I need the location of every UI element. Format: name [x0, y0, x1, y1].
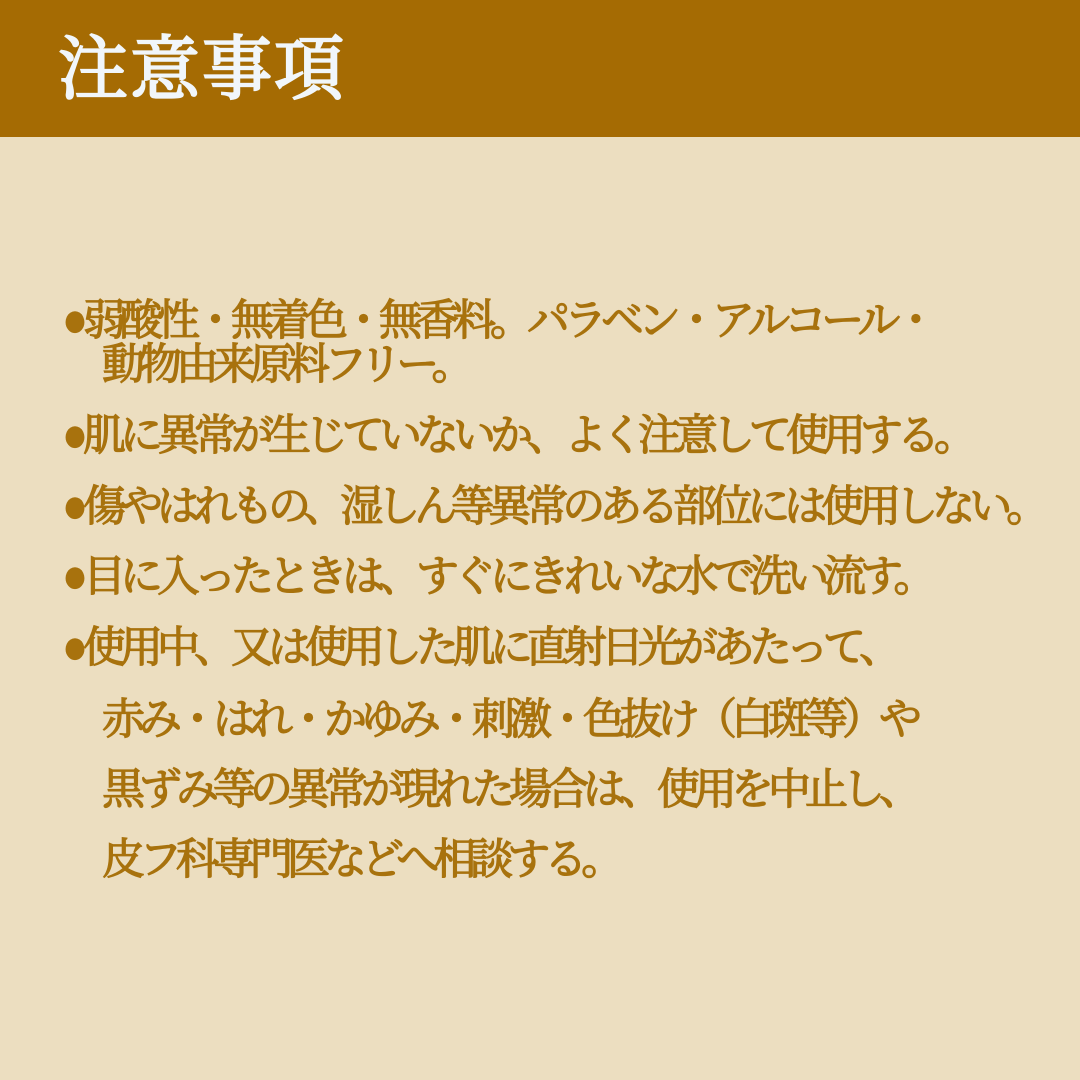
bullet-icon: ●: [61, 477, 83, 535]
notice-line-text: 傷やはれもの、湿しん等異常のある部位には使用しない。: [82, 483, 1044, 531]
header-band: [0, 0, 1080, 137]
notice-line: [102, 835, 618, 885]
bullet-icon: ●: [61, 547, 83, 605]
notice-line-text: 黒ずみ等の異常が現れた場合は、使用を中止し、: [102, 766, 916, 814]
notice-line-text: 動物由来原料フリー。: [102, 341, 469, 389]
notice-line: [102, 340, 469, 390]
notice-body: [0, 137, 1080, 1080]
notice-line-text: 目に入ったときは、すぐにきれいな水で洗い流す。: [82, 553, 931, 601]
notice-line: [61, 291, 932, 349]
notice-line: [102, 765, 916, 815]
bullet-icon: ●: [61, 406, 83, 464]
notice-line: [102, 695, 916, 745]
notice-line-text: 使用中、又は使用した肌に直射日光があたって、: [82, 624, 897, 672]
notice-line-text: 弱酸性・無着色・無香料。パラベン・アルコール・: [82, 297, 932, 345]
page-title: 注意事項: [58, 29, 346, 108]
notice-line-text: 皮フ科専門医などへ相談する。: [102, 836, 619, 884]
notice-line: [61, 477, 1044, 535]
notice-line: [61, 406, 971, 464]
notice-line: [61, 618, 897, 676]
bullet-icon: ●: [61, 618, 83, 676]
notice-line: [61, 547, 931, 605]
notice-line-text: 肌に異常が生じていないか、よく注意して使用する。: [82, 412, 971, 460]
notice-line-text: 赤み・はれ・かゆみ・刺激・色抜け（白斑等）や: [102, 696, 916, 744]
bullet-icon: ●: [61, 291, 83, 349]
